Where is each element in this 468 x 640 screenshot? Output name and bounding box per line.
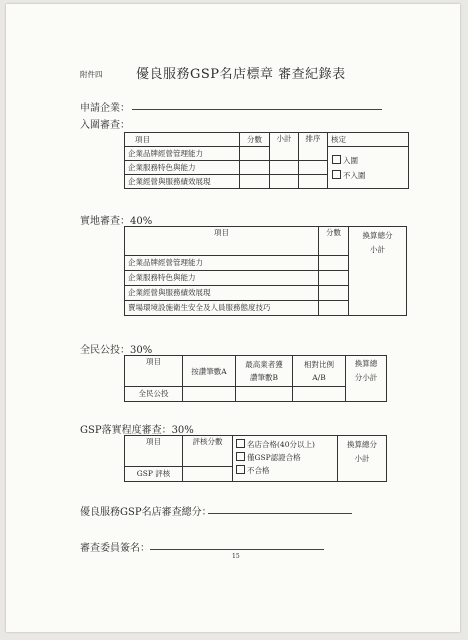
col-item: 項目 <box>125 436 183 467</box>
table-header-row <box>125 356 387 387</box>
checkbox-icon[interactable] <box>332 170 341 179</box>
rank-cell[interactable] <box>299 175 328 189</box>
gsp-options <box>233 436 338 482</box>
row-item: 賣場環境設施衛生安全及人員服務態度技巧 <box>125 301 319 316</box>
page-number: 15 <box>232 553 240 560</box>
total-score-line[interactable] <box>208 513 352 514</box>
row-item: 企業經營與服務績效展現 <box>125 286 319 301</box>
entry-review-label: 入圍審查： <box>80 120 130 131</box>
score-cell[interactable] <box>319 271 349 286</box>
col-item: 項目 <box>125 133 240 147</box>
col-score: 分數 <box>319 227 349 256</box>
option-fail[interactable]: 不入圍 <box>332 168 405 183</box>
rank-cell[interactable] <box>299 161 328 175</box>
col-item: 項目 <box>125 227 319 256</box>
col-score: 評核分數 <box>183 436 233 467</box>
table-header-row <box>125 133 409 147</box>
score-cell[interactable] <box>319 301 349 316</box>
row-item: 企業品牌經營管理能力 <box>125 256 319 271</box>
table-header-row <box>125 436 387 467</box>
col-ratio: 相對比例A/B <box>293 356 346 387</box>
signature-label: 審查委員簽名： <box>80 543 150 554</box>
gsp-review-table <box>124 435 387 482</box>
attachment-label: 附件四 <box>80 70 103 79</box>
total-score-label: 優良服務GSP名店審查總分： <box>80 507 212 518</box>
score-cell[interactable] <box>240 161 270 175</box>
row-item: 企業品牌經營管理能力 <box>125 147 240 161</box>
applicant-input-line[interactable] <box>132 109 382 110</box>
checkbox-icon[interactable] <box>236 452 245 461</box>
row-item: GSP 評核 <box>125 467 183 482</box>
checkbox-icon[interactable] <box>236 465 245 474</box>
checkbox-icon[interactable] <box>332 155 341 164</box>
votes-cell[interactable] <box>183 387 236 402</box>
row-item: 全民公投 <box>125 387 183 402</box>
col-converted: 換算總分小計 <box>349 227 407 316</box>
entry-review-table <box>124 132 409 189</box>
score-cell[interactable] <box>319 286 349 301</box>
subtotal-cell[interactable] <box>270 175 299 189</box>
applicant-label: 申請企業： <box>80 103 130 114</box>
row-item: 企業經營與服務績效展現 <box>125 175 240 189</box>
col-converted: 換算總分小計 <box>346 356 387 402</box>
gsp-review-label: GSP落實程度審查：30% <box>80 425 194 436</box>
col-rank: 排序 <box>299 133 328 161</box>
score-cell[interactable] <box>183 467 233 482</box>
form-title: 優良服務GSP名店標章 審查紀錄表 <box>136 67 346 82</box>
checkbox-icon[interactable] <box>236 439 245 448</box>
option-gsp-store-pass[interactable]: 名店合格(40分以上) <box>236 438 334 451</box>
col-item: 項目 <box>125 356 183 387</box>
col-subtotal: 小計 <box>270 133 299 161</box>
option-gsp-fail[interactable]: 不合格 <box>236 464 334 477</box>
subtotal-cell[interactable] <box>270 161 299 175</box>
col-decision: 核定 <box>328 133 409 147</box>
signature-line[interactable] <box>150 549 324 550</box>
max-votes-cell[interactable] <box>236 387 293 402</box>
option-pass[interactable]: 入圍 <box>332 153 405 168</box>
col-score: 分數 <box>240 133 270 147</box>
score-cell[interactable] <box>240 147 270 161</box>
public-vote-label: 全民公投：30% <box>80 345 153 356</box>
table-row <box>125 147 409 161</box>
col-votes: 按讚筆數A <box>183 356 236 387</box>
row-item: 企業服務特色與能力 <box>125 161 240 175</box>
score-cell[interactable] <box>319 256 349 271</box>
col-converted: 換算總分小計 <box>338 436 387 482</box>
col-max-votes: 最高業者獲讚筆數B <box>236 356 293 387</box>
row-item: 企業服務特色與能力 <box>125 271 319 286</box>
decision-options <box>328 147 409 189</box>
table-header-row <box>125 227 407 256</box>
ratio-cell[interactable] <box>293 387 346 402</box>
site-review-label: 實地審查：40% <box>80 216 153 227</box>
paper-sheet <box>6 4 460 632</box>
score-cell[interactable] <box>240 175 270 189</box>
option-gsp-cert-only[interactable]: 僅GSP認證合格 <box>236 451 334 464</box>
site-review-table <box>124 226 407 316</box>
public-vote-table <box>124 355 387 402</box>
